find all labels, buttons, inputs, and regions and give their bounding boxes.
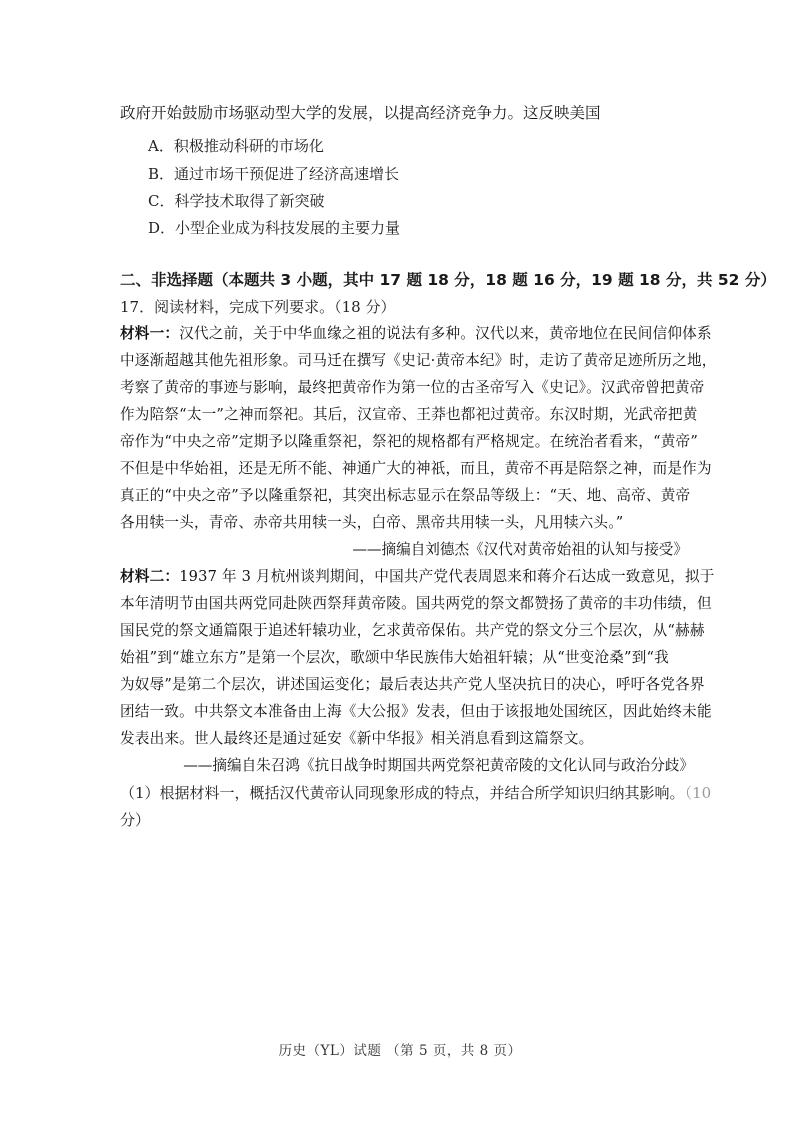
- option-d: D．小型企业成为科技发展的主要力量: [148, 219, 401, 237]
- sub-question-1-score: （10: [684, 784, 712, 802]
- material-1-line: 真正的“中央之帝”予以隆重祭祀，其突出标志显示在祭品等级上：“天、地、高帝、黄帝: [120, 487, 691, 504]
- material-1-text: 汉代之前，关于中华血缘之祖的说法有多种。汉代以来，黄帝地位在民间信仰体系: [179, 325, 712, 342]
- section-heading: 二、非选择题（本题共 3 小题，其中 17 题 18 分，18 题 16 分，19 题 18 分，共 52 分）: [120, 271, 776, 289]
- material-1-line: 作为陪祭“太一”之神而祭祀。其后，汉宣帝、王莽也都祀过黄帝。东汉时期，光武帝把黄: [120, 406, 698, 423]
- material-1-line: 中逐渐超越其他先祖形象。司马迁在撰写《史记·黄帝本纪》时，走访了黄帝足迹所历之地，: [120, 352, 717, 369]
- material-2-line: 发表出来。世人最终还是通过延安《新中华报》相关消息看到这篇祭文。: [120, 730, 594, 747]
- sub-question-1: [120, 783, 711, 803]
- page-footer: 历史（YL）试题 （第 5 页，共 8 页）: [278, 1043, 522, 1059]
- material-1-line: 各用犊一头，青帝、赤帝共用犊一头，白帝、黑帝共用犊一头，凡用犊六头。”: [120, 514, 624, 531]
- question-stem-tail: 政府开始鼓励市场驱动型大学的发展，以提高经济竞争力。这反映美国: [120, 104, 601, 122]
- material-2-line: 团结一致。中共祭文本准备由上海《大公报》发表，但由于该报地处国统区，因此始终未能: [120, 703, 712, 720]
- material-2-label: 材料二：: [120, 568, 180, 585]
- material-2-line: 本年清明节由国共两党同赴陕西祭拜黄帝陵。国共两党的祭文都赞扬了黄帝的丰功伟绩，但: [120, 595, 712, 612]
- material-2-line: 为奴辱”是第二个层次，讲述国运变化；最后表达共产党人坚决抗日的决心，呼吁各党各界: [120, 676, 705, 693]
- material-2-line: [120, 567, 715, 587]
- sub-question-1-cont: 分）: [120, 811, 151, 829]
- sub-question-1-text: （1）根据材料一，概括汉代黄帝认同现象形成的特点，并结合所学知识归纳其影响。: [120, 784, 685, 802]
- material-2-source: ——摘编自朱召鸿《抗日战争时期国共两党祭祀黄帝陵的文化认同与政治分歧》: [183, 757, 694, 774]
- material-2-text: 1937 年 3 月杭州谈判期间，中国共产党代表周恩来和蒋介石达成一致意见，拟于: [179, 568, 715, 585]
- material-1-line: [120, 324, 712, 344]
- material-1-line: 不但是中华始祖，还是无所不能、神通广大的神祇，而且，黄帝不再是陪祭之神，而是作为: [120, 460, 712, 477]
- material-2-line: 始祖”到“雄立东方”是第一个层次，歌颂中华民族伟大始祖轩辕；从“世变沧桑”到“我: [120, 649, 669, 666]
- material-1-line: 帝作为“中央之帝”定期予以隆重祭祀，祭祀的规格都有严格规定。在统治者看来，“黄帝”: [120, 433, 699, 450]
- option-b: B．通过市场干预促进了经济高速增长: [148, 165, 400, 183]
- option-c: C．科学技术取得了新突破: [148, 192, 325, 210]
- material-1-label: 材料一：: [120, 325, 180, 342]
- material-1-line: 考察了黄帝的事迹与影响，最终把黄帝作为第一位的古圣帝写入《史记》。汉武帝曾把黄帝: [120, 379, 705, 396]
- material-2-line: 国民党的祭文通篇限于追述轩辕功业，乞求黄帝保佑。共产党的祭文分三个层次，从“赫赫: [120, 622, 705, 639]
- option-a: A．积极推动科研的市场化: [148, 137, 324, 155]
- material-1-source: ——摘编自刘德杰《汉代对黄帝始祖的认知与接受》: [352, 541, 688, 558]
- question-17-prompt: 17．阅读材料，完成下列要求。（18 分）: [120, 298, 396, 316]
